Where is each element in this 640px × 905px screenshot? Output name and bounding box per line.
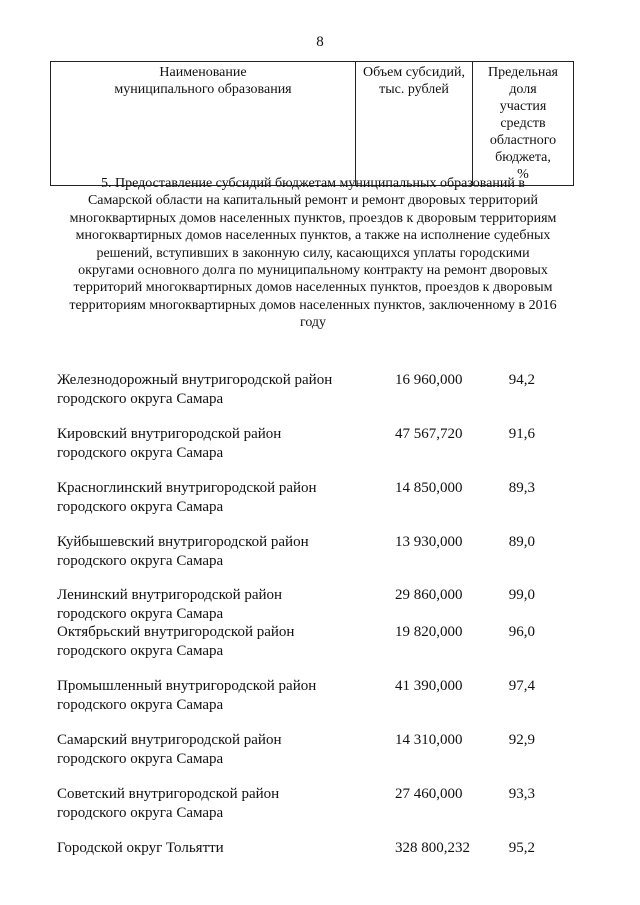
- table-row: [57, 425, 577, 465]
- municipality-name: Железнодорожный внутригородской район городского округа Самара: [57, 372, 333, 407]
- budget-share: 91,6: [508, 426, 535, 442]
- budget-share: 95,2: [508, 840, 535, 856]
- table-row: [57, 839, 577, 879]
- subsidy-amount: 29 860,000: [395, 587, 463, 603]
- municipality-name: Самарский внутригородской район городского округа Самара: [57, 732, 282, 767]
- municipality-name: Кировский внутригородской район городского округа Самара: [57, 426, 282, 461]
- table-row: [57, 371, 577, 411]
- budget-share: 89,3: [508, 480, 535, 496]
- municipality-name: Ленинский внутригородской район городского округа Самара: [57, 587, 283, 622]
- budget-share: 89,0: [508, 534, 535, 550]
- municipality-name: Советский внутригородской район городского округа Самара: [57, 786, 280, 821]
- budget-share: 99,0: [508, 587, 535, 603]
- table-row: [57, 623, 577, 663]
- subsidy-amount: 14 310,000: [395, 732, 463, 748]
- table-row: [57, 731, 577, 771]
- subsidy-amount: 27 460,000: [395, 786, 463, 802]
- municipality-name: Городской округ Тольятти: [57, 840, 224, 856]
- subsidy-amount: 41 390,000: [395, 678, 463, 694]
- header-amount-label: Объем субсидий, тыс. рублей: [363, 65, 465, 97]
- subsidy-amount: 13 930,000: [395, 534, 463, 550]
- table-row: [57, 533, 577, 573]
- budget-share: 94,2: [508, 372, 535, 388]
- section-heading: 5. Предоставление субсидий бюджетам муниципальных образований в Самарской области на капитальный ремонт и ремонт дворовых территорий многоквартирных домов населенных пунктов, проездов к дворовым территориям многоквартирных домов населенных пунктов, а также на исполнение судебных решений, вступивших в законную силу, касающихся уплаты городскими округами основного долга по муниципальному контракту на ремонт дворовых территорий многоквартирных домов населенных пунктов, проездов к дворовым территориям многоквартирных домов населенных пунктов, заключенному в 2016 году: [69, 176, 557, 331]
- municipality-name: Красноглинский внутригородской район городского округа Самара: [57, 480, 317, 515]
- header-table: [50, 61, 574, 186]
- page-number: 8: [316, 34, 324, 50]
- municipality-name: Куйбышевский внутригородской район городского округа Самара: [57, 534, 309, 569]
- budget-share: 96,0: [508, 624, 535, 640]
- budget-share: 92,9: [508, 732, 535, 748]
- table-row: [57, 586, 577, 626]
- municipality-name: Октябрьский внутригородской район городского округа Самара: [57, 624, 295, 659]
- header-cell-name: [51, 62, 356, 186]
- header-name-label: Наименование муниципального образования: [114, 65, 292, 97]
- table-row: [57, 479, 577, 519]
- header-cell-amount: [356, 62, 473, 186]
- header-row: [51, 62, 574, 186]
- subsidy-amount: 19 820,000: [395, 624, 463, 640]
- subsidy-amount: 16 960,000: [395, 372, 463, 388]
- table-row: [57, 785, 577, 825]
- budget-share: 93,3: [508, 786, 535, 802]
- table-row: [57, 677, 577, 717]
- budget-share: 97,4: [508, 678, 535, 694]
- subsidy-amount: 14 850,000: [395, 480, 463, 496]
- header-cell-share: [473, 62, 574, 186]
- subsidy-amount: 328 800,232: [395, 840, 470, 856]
- municipality-name: Промышленный внутригородской район городского округа Самара: [57, 678, 317, 713]
- header-share-label: Предельная доля участия средств областного бюджета, %: [488, 65, 558, 182]
- subsidy-amount: 47 567,720: [395, 426, 463, 442]
